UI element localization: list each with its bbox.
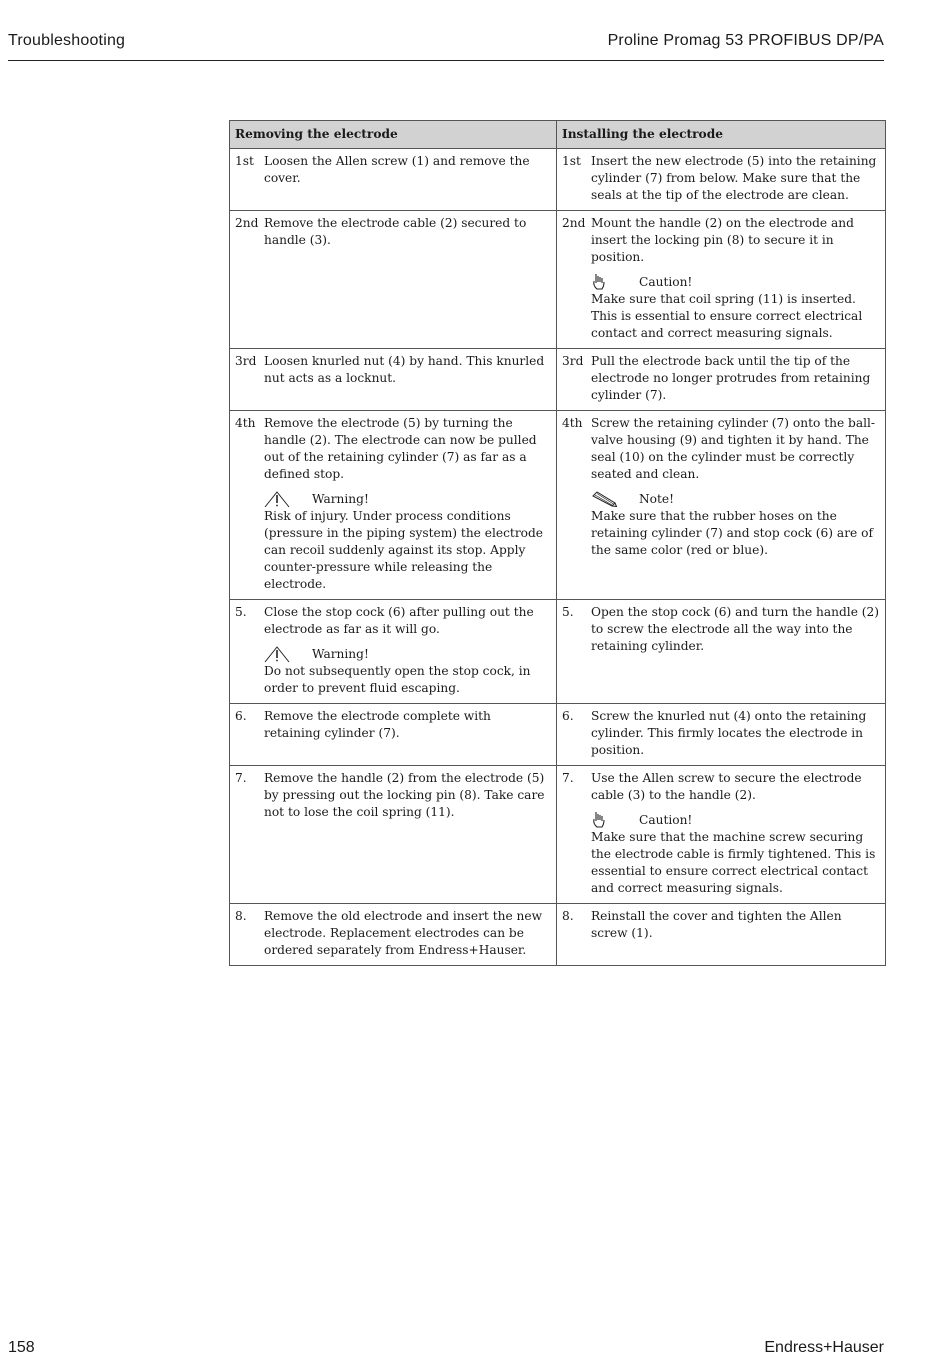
notice-title: Caution! [639,274,693,289]
warning-triangle-icon [264,490,312,508]
procedure-step [235,708,551,742]
step-text: Remove the handle (2) from the electrode (5) by pressing out the locking pin (8). Take care not to lose the coil spring (11). [264,771,545,819]
step-number: 2nd [562,216,586,230]
step-text: Remove the old electrode and insert the new electrode. Replacement electrodes can be ordered separately from Endress+Hauser. [264,909,543,957]
table-row [230,766,886,904]
notice-heading [264,490,551,508]
notice-text: Make sure that coil spring (11) is inserted. This is essential to ensure correct electrical contact and correct measuring signals. [591,292,863,340]
notice-text: Risk of injury. Under process conditions (pressure in the piping system) the electrode can recoil suddenly against its stop. Apply counter-pressure while releasing the electrode. [264,509,543,591]
step-content [591,708,880,759]
notice-title: Warning! [312,646,369,661]
step-text: Loosen knurled nut (4) by hand. This knurled nut acts as a locknut. [264,354,545,385]
safety-notice [264,645,551,697]
page-number: 158 [8,1339,35,1356]
step-text: Remove the electrode (5) by turning the handle (2). The electrode can now be pulled out of the retaining cylinder (7) as far as a defined stop. [264,416,537,481]
notice-title: Warning! [312,491,369,506]
procedure-step [235,153,551,187]
step-content [591,415,880,559]
procedure-step [562,604,880,655]
notice-heading [264,645,551,663]
step-number: 7. [235,771,247,785]
safety-notice [591,273,880,342]
step-number: 8. [562,909,574,923]
safety-notice [591,490,880,559]
step-text: Open the stop cock (6) and turn the handle (2) to screw the electrode all the way into the retaining cylinder. [591,605,880,653]
procedure-step [562,353,880,404]
procedure-step [562,215,880,342]
table-cell [557,349,886,411]
step-text: Use the Allen screw to secure the electrode cable (3) to the handle (2). [591,771,862,802]
table-cell [230,600,557,704]
procedure-step [562,908,880,942]
table-cell [230,904,557,966]
step-content [264,604,551,697]
step-text: Remove the electrode complete with retaining cylinder (7). [264,709,491,740]
step-content [264,708,551,742]
safety-notice [591,811,880,897]
step-text: Loosen the Allen screw (1) and remove the cover. [264,154,530,185]
procedure-step [562,770,880,897]
step-content [264,415,551,593]
table-cell [230,149,557,211]
caution-hand-icon [591,273,639,291]
step-text: Insert the new electrode (5) into the retaining cylinder (7) from below. Make sure that the seals at the tip of the electrode are clean. [591,154,877,202]
step-number: 1st [235,154,254,168]
step-number: 4th [562,416,583,430]
step-text: Reinstall the cover and tighten the Allen screw (1). [591,909,842,940]
notice-title: Note! [639,491,675,506]
step-content [591,215,880,342]
step-text: Mount the handle (2) on the electrode and insert the locking pin (8) to secure it in position. [591,216,854,264]
step-text: Pull the electrode back until the tip of the electrode no longer protrudes from retaining cylinder (7). [591,354,871,402]
step-content [591,604,880,655]
step-number: 4th [235,416,256,430]
step-content [264,908,551,959]
electrode-procedure-table [229,120,886,966]
notice-heading [591,490,880,508]
step-number: 2nd [235,216,259,230]
step-text: Remove the electrode cable (2) secured to handle (3). [264,216,527,247]
notice-heading [591,811,880,829]
procedure-step [235,353,551,387]
table-row [230,704,886,766]
table-cell [557,600,886,704]
brand-name: Endress+Hauser [764,1339,884,1356]
table-cell [557,149,886,211]
step-content [264,215,551,249]
procedure-step [562,153,880,204]
table-row [230,149,886,211]
notice-text: Make sure that the machine screw securing the electrode cable is firmly tightened. This is essential to ensure correct electrical contact and correct measuring signals. [591,830,876,895]
page-header [8,30,884,61]
step-number: 5. [562,605,574,619]
column-header-installing: Installing the electrode [557,121,886,149]
table-cell [557,411,886,600]
procedure-step [235,415,551,593]
table-cell [230,211,557,349]
warning-triangle-icon [264,645,312,663]
table-row [230,600,886,704]
table-row [230,211,886,349]
table-cell [557,704,886,766]
procedure-step [235,908,551,959]
table-cell [230,411,557,600]
step-content [591,908,880,942]
procedure-step [235,604,551,697]
step-number: 7. [562,771,574,785]
step-text: Screw the retaining cylinder (7) onto the ball-valve housing (9) and tighten it by hand. The seal (10) on the cylinder must be correctly seated and clean. [591,416,876,481]
step-content [591,153,880,204]
table-row [230,349,886,411]
procedure-step [562,708,880,759]
column-header-removing: Removing the electrode [230,121,557,149]
step-number: 6. [562,709,574,723]
step-number: 3rd [235,354,257,368]
table-cell [230,704,557,766]
caution-hand-icon [591,811,639,829]
procedure-step [235,770,551,821]
notice-heading [591,273,880,291]
notice-text: Do not subsequently open the stop cock, in order to prevent fluid escaping. [264,664,531,695]
step-content [264,153,551,187]
step-content [264,770,551,821]
procedure-step [235,215,551,249]
table-cell [557,211,886,349]
document-title: Proline Promag 53 PROFIBUS DP/PA [607,32,884,49]
safety-notice [264,490,551,593]
table-cell [557,904,886,966]
step-number: 5. [235,605,247,619]
step-number: 1st [562,154,581,168]
step-number: 3rd [562,354,584,368]
table-row [230,904,886,966]
section-title: Troubleshooting [8,32,126,49]
step-number: 6. [235,709,247,723]
step-content [591,353,880,404]
table-cell [230,766,557,904]
note-pencil-icon [591,491,639,507]
step-text: Screw the knurled nut (4) onto the retaining cylinder. This firmly locates the electrode in position. [591,709,867,757]
step-text: Close the stop cock (6) after pulling out the electrode as far as it will go. [264,605,534,636]
table-row [230,411,886,600]
notice-title: Caution! [639,812,693,827]
step-number: 8. [235,909,247,923]
step-content [591,770,880,897]
table-cell [557,766,886,904]
table-cell [230,349,557,411]
procedure-step [562,415,880,559]
notice-text: Make sure that the rubber hoses on the retaining cylinder (7) and stop cock (6) are of the same color (red or blue). [591,509,873,557]
step-content [264,353,551,387]
table-header-row [230,121,886,149]
